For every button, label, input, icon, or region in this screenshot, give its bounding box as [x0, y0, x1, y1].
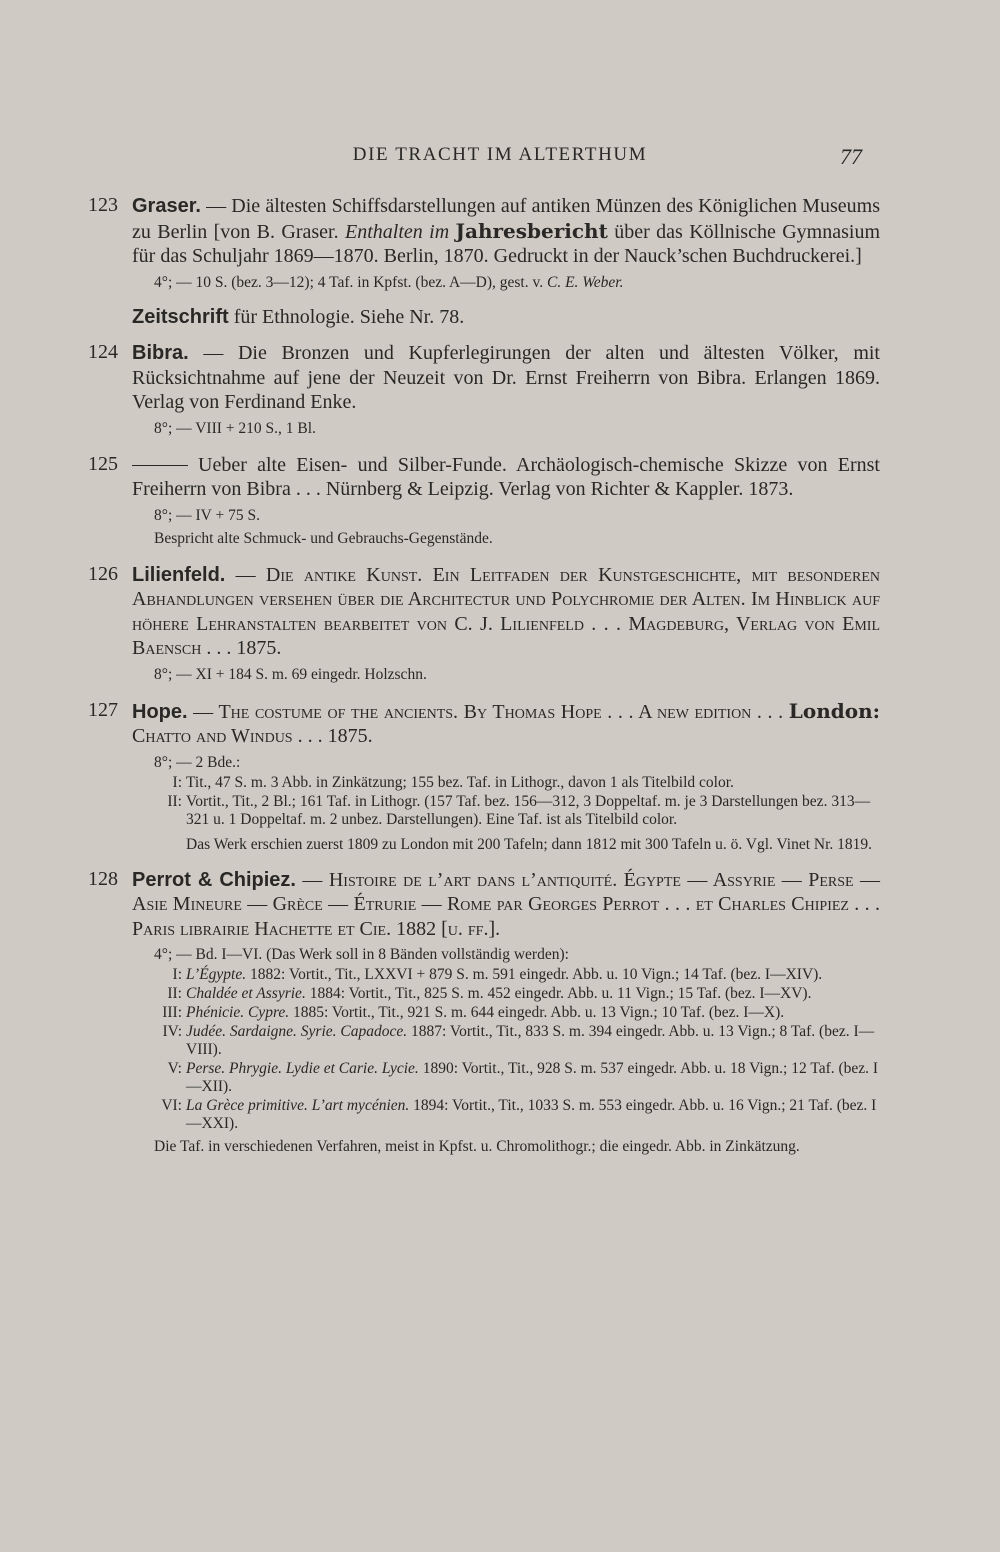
running-head: DIE TRACHT IM ALTERTHUM [352, 144, 648, 165]
page-number: 77 [840, 144, 862, 169]
entry-collation: 8°; — VIII + 210 S., 1 Bl. [154, 419, 316, 437]
entry-collation: 8°; — 2 Bde.: [154, 753, 241, 771]
entry-head: Hope. [132, 700, 188, 723]
entry-128 [88, 868, 880, 1158]
entry-number: 127 [88, 698, 118, 721]
entry-text: Ueber alte Eisen- und Silber-Funde. Archäologisch-chemische Skizze von Ernst Freiherrn von Bibra . . . Nürnberg & Leipzig. Verlag von Richter & Kappler. 1873. [132, 453, 880, 500]
ditto-rule [132, 465, 188, 466]
volume-line: IV: Judée. Sardaigne. Syrie. Capadoce. 1887: Vortit., Tit., 833 S. m. 394 eingedr. Abb. u. 13 Vign.; 8 Taf. (bez. I—VIII). [162, 1023, 875, 1058]
entry-head: Lilienfeld. [132, 563, 226, 586]
entry-123 [88, 194, 880, 293]
entry-125 [88, 453, 880, 549]
volume-line: I: Tit., 47 S. m. 3 Abb. in Zinkätzung; 155 bez. Taf. in Lithogr., davon 1 als Titelbild color. [172, 773, 734, 791]
entry-collation: 8°; — XI + 184 S. m. 69 eingedr. Holzschn. [154, 665, 427, 683]
volume-line: VI: La Grèce primitive. L’art mycénien. 1894: Vortit., Tit., 1033 S. m. 553 eingedr. Abb. u. 16 Vign.; 21 Taf. (bez. I—XXI). [161, 1097, 877, 1132]
entry-text: Perrot & Chipiez. — Histoire de l’art dans l’antiquité. Égypte — Assyrie — Perse — Asie Mineure — Grèce — Étrurie — Rome par Georges Perrot . . . et Charles Chipiez . . . Paris librairie Hachette et Cie. 1882 [u. ff.]. [132, 868, 881, 940]
entry-collation: 8°; — IV + 75 S. [154, 506, 260, 524]
entry-head: Zeitschrift [132, 305, 229, 328]
entry-collation: 4°; — 10 S. (bez. 3—12); 4 Taf. in Kpfst. (bez. A—D), gest. v. C. E. Weber. [154, 273, 624, 291]
entry-collation: 4°; — Bd. I—VI. (Das Werk soll in 8 Bänden vollständig werden): [154, 946, 569, 963]
entry-head: Graser. [132, 195, 201, 217]
entry-note: Die Taf. in verschiedenen Verfahren, meist in Kpfst. u. Chromolithogr.; die eingedr. Abb. in Zinkätzung. [154, 1138, 800, 1155]
entry-head: Perrot & Chipiez. [132, 868, 296, 891]
volume-line: II: Chaldée et Assyrie. 1884: Vortit., Tit., 825 S. m. 452 eingedr. Abb. u. 11 Vign.; 15 Taf. (bez. I—XV). [167, 985, 812, 1002]
entry-number: 124 [88, 341, 118, 363]
entry-note: Das Werk erschien zuerst 1809 zu London mit 200 Tafeln; dann 1812 mit 300 Tafeln u. ö. Vgl. Vinet Nr. 1819. [186, 835, 873, 853]
bibliography-list [88, 194, 880, 1157]
entry-text: Bibra. — Die Bronzen und Kupferlegirungen der alten und ältesten Völker, mit Rücksichtnahme auf jene der Neuzeit von Dr. Ernst Freiherrn von Bibra. Erlangen 1869. Verlag von Ferdinand Enke. [132, 342, 880, 413]
entry-number: 125 [88, 452, 118, 475]
volume-line: II: Vortit., Tit., 2 Bl.; 161 Taf. in Lithogr. (157 Taf. bez. 156—312, 3 Doppeltaf. m. je 3 Darstellungen bez. 313—321 u. 1 Doppeltaf. m. 2 unbez. Darstellungen). Eine Taf. ist als Titelbild color. [167, 792, 871, 828]
entry-text: Hope. — The costume of the ancients. By Thomas Hope . . . A new edition . . . London: Chatto and Windus . . . 1875. [132, 698, 880, 747]
entry-124 [88, 341, 880, 439]
entry-number: 126 [88, 562, 118, 585]
entry-text: Zeitschrift für Ethnologie. Siehe Nr. 78. [132, 305, 465, 328]
volume-line: V: Perse. Phrygie. Lydie et Carie. Lycie. 1890: Vortit., Tit., 928 S. m. 537 eingedr. Abb. u. 18 Vign.; 12 Taf. (bez. I—XII). [167, 1060, 879, 1095]
volume-line: III: Phénicie. Cypre. 1885: Vortit., Tit., 921 S. m. 644 eingedr. Abb. u. 13 Vign.; 10 Taf. (bez. I—X). [162, 1004, 785, 1021]
entry-126 [88, 563, 880, 685]
entry-number: 128 [88, 867, 118, 890]
entry-head: Bibra. [132, 342, 189, 364]
entry-note: Bespricht alte Schmuck- und Gebrauchs-Gegenstände. [154, 529, 493, 547]
entry-text: Graser. — Die ältesten Schiffsdarstellungen auf antiken Münzen des Königlichen Museums zu Berlin [von B. Graser. Enthalten im Jahresbericht über das Köllnische Gymnasium für das Schuljahr 1869—1870. Berlin, 1870. Gedruckt in der Nauck’schen Buchdruckerei.] [132, 195, 881, 267]
entry-cross-reference [88, 305, 880, 330]
entry-number: 123 [88, 194, 118, 216]
entry-text: Lilienfeld. — Die antike Kunst. Ein Leitfaden der Kunstgeschichte, mit besonderen Abhandlungen versehen über die Architectur und Polychromie der Alten. Im Hinblick auf höhere Lehranstalten bearbeitet von C. J. Lilienfeld . . . Magdeburg, Verlag von Emil Baensch . . . 1875. [132, 563, 880, 659]
volume-line: I: L’Égypte. 1882: Vortit., Tit., LXXVI + 879 S. m. 591 eingedr. Abb. u. 10 Vign.; 14 Taf. (bez. I—XIV). [172, 966, 823, 983]
entry-127 [88, 699, 880, 854]
